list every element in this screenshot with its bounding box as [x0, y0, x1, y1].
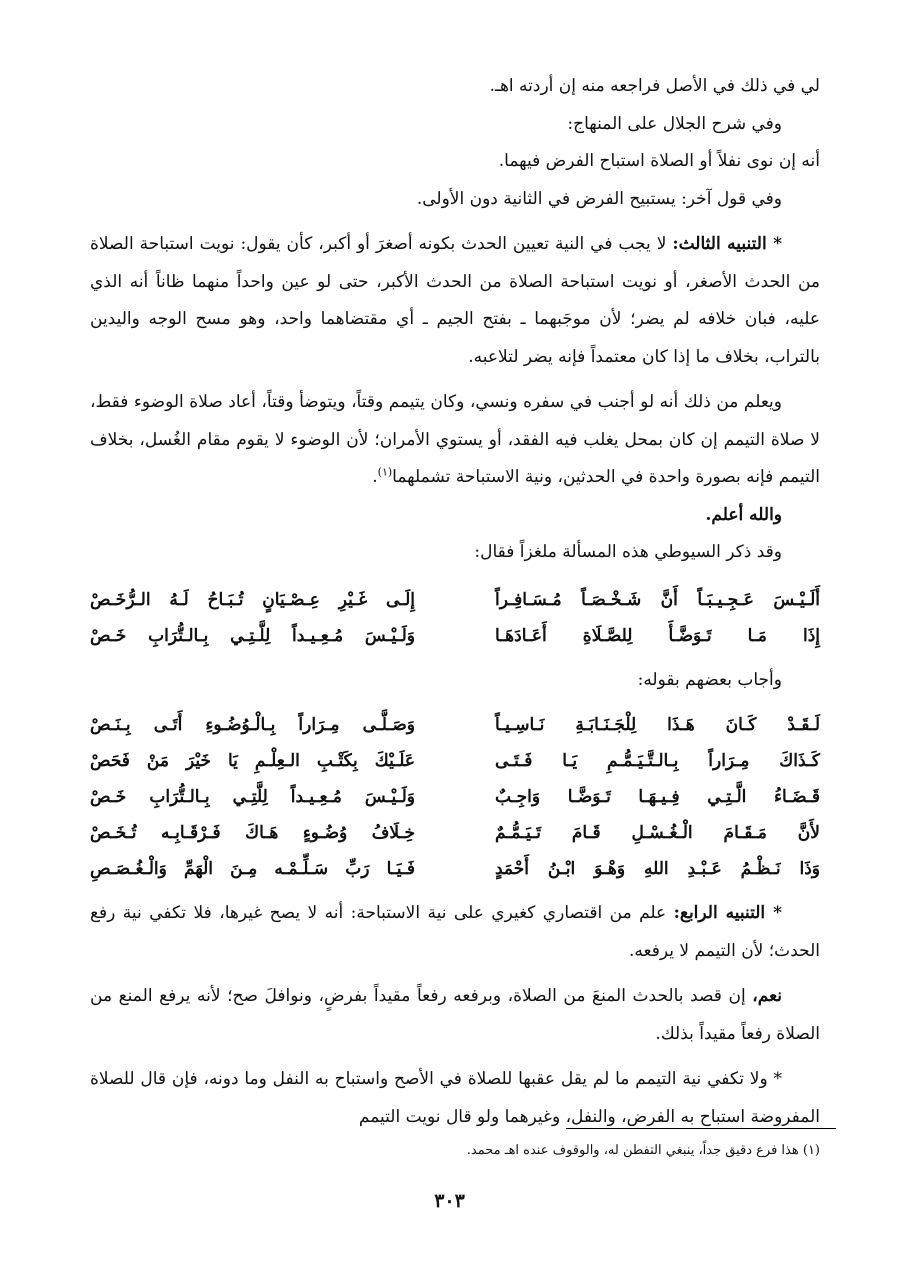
tanbih-fourth-text: علم من اقتصاري كغيري على نية الاستباحة: أنه لا يصح غيرها، فلا تكفي نية رفع الحدث؛ لأن التيمم لا يرفعه. [90, 903, 820, 961]
verse-second-hemistich: وَلَـيْـسَ مُـعِـيـداً لِلَّـتِـي بِـالـتُّرَابِ خَـصْ [90, 625, 415, 646]
paragraph-8-text: وقد ذكر السيوطي هذه المسألة ملغزاً فقال: [474, 542, 782, 562]
tanbih-fourth-label: * التنبيه الرابع: [673, 903, 782, 923]
verse-first-hemistich: إِذَا مَـا تَـوَضَّـأَ لِلصَّـلَاةِ أَعَـادَهَـا [495, 625, 820, 646]
verse-second-hemistich: عَلَـيْكَ بِكَتْـبِ الـعِلْـمِ يَا خَيْرَ مَنْ فَحَصْ [90, 751, 415, 771]
verse-second-hemistich: خِـلَافُ وُضُـوءٍ هَـاكَ فَـرْقَـابِـه تُـخَـصْ [90, 823, 415, 843]
paragraph-6-text: ويعلم من ذلك أنه لو أجنب في سفره ونسي، وكان يتيمم وقتاً، ويتوضأ وقتاً، أعاد صلاة الوضوء فقط، لا صلاة التيمم إن كان بمحل يغلب فيه الفقد، أو يستوي الأمران؛ لأن الوضوء لا يقوم مقام الغُسل، بخلاف التيمم فإنه بصورة واحدة في الحدثين، ونية الاستباحة تشملهما [90, 392, 820, 487]
tanbih-third-text: لا يجب في النية تعيين الحدث بكونه أصغرَ أو أكبر، كأن يقول: نويت استباحة الصلاة من الحدث الأصغر، أو نويت استباحة الصلاة من الحدث الأكبر، حتى لو عين واحداً منهما ظاناً أنه الذي عليه، فبان خلافه لم يضر؛ لأن موجَبهما ـ بفتح الجيم ـ أي مقتضاهما واحد، وهو مسح الوجه واليدين بالتراب، بخلاف ما إذا كان معتمداً فإنه يضر لتلاعبه. [90, 234, 820, 367]
allahu-alam-text: والله أعلم. [705, 504, 782, 525]
paragraph-1 [90, 68, 820, 106]
paragraph-2 [90, 106, 820, 144]
paragraph-3 [90, 143, 820, 181]
verse-first-hemistich: قَـضَـاءُ الَّـتِـي فِـيـهَـا تَـوَضَّـا وَاجِـبٌ [495, 787, 820, 807]
paragraph-naam-text: إن قصد بالحدث المنعَ من الصلاة، وبرفعه رفعاً مقيداً بفرضٍ، ونوافلَ صح؛ لأنه يرفع المنع من الصلاة رفعاً مقيداً بذلك. [90, 986, 820, 1044]
paragraph-6-end: . [372, 467, 378, 487]
tanbih-third [90, 226, 820, 376]
verse-second-hemistich: وَصَـلَّـى مِـرَاراً بِـالْـوُضُـوءِ أَتَـى بِـنَـصْ [90, 715, 415, 735]
poem-verse [90, 582, 820, 618]
poem-verse [90, 815, 820, 851]
poem-verse [90, 851, 820, 887]
paragraph-2-text: وفي شرح الجلال على المنهاج: [567, 113, 782, 134]
poem-answer [90, 707, 820, 887]
paragraph-12 [90, 1061, 820, 1136]
paragraph-4-text: وفي قول آخر: يستبيح الفرض في الثانية دون الأولى. [416, 188, 782, 209]
paragraph-3-text: أنه إن نوى نفلاً أو الصلاة استباح الفرض فيهما. [498, 151, 820, 171]
poem-verse [90, 707, 820, 743]
footnote [90, 1140, 820, 1162]
poem-verse [90, 743, 820, 779]
footnote-divider [566, 1128, 836, 1129]
footnote-text: هذا فرع دقيق جداً، ينبغي التفطن له، والوقوف عنده اهـ محمد. [466, 1143, 799, 1158]
verse-first-hemistich: وَذَا نَـظْـمُ عَـبْـدِ اللهِ وَهْـوَ ابْـنُ أَحْمَدٍ [495, 859, 820, 879]
verse-second-hemistich: إِلَـى غَـيْرِ عِـصْـيَانٍ تُـبَـاحُ لَـهُ الـرُّخَـصْ [90, 589, 415, 610]
allahu-alam-line [90, 497, 820, 535]
verse-second-hemistich: وَلَـيْـسَ مُـعِـيـداً لِلَّتِـي بِـالـتُّرَابِ خَـصْ [90, 787, 415, 807]
verse-first-hemistich: كَـذَاكَ مِـرَاراً بِـالـتَّـيَـمُّـمِ يَـا فَـتَـى [495, 751, 820, 771]
paragraph-8 [90, 534, 820, 572]
verse-second-hemistich: فَـيَـا رَبِّ سَـلِّـمْـه مِـنَ الْهَمِّ وَالْـغُـصَـصِ [90, 859, 415, 879]
verse-first-hemistich: لأَنَّ مَـقَـامَ الْـغُـسْـلِ قَـامَ تَـيَـمُّـمٌ [495, 823, 820, 843]
verse-first-hemistich: لَـقَـدْ كَـانَ هَـذَا لِلْجَـنَـابَـةِ نَـاسِـيـاً [495, 715, 820, 735]
poem-verse [90, 618, 820, 654]
verse-first-hemistich: أَلَـيْـسَ عَـجِـيـبَـاً أَنَّ شَـخْـصَـاً مُـسَـافِـراً [495, 589, 820, 610]
poem-suyuti [90, 582, 820, 654]
paragraph-12-text: * ولا تكفي نية التيمم ما لم يقل عقبها للصلاة في الأصح واستباح به النفل وما دونه، فإن قال للصلاة المفروضة استباح به الفرض، والنفل، وغيرهما ولو قال نويت التيمم [90, 1069, 820, 1127]
paragraph-1-text: لي في ذلك في الأصل فراجعه منه إن أردته اهـ. [489, 76, 820, 96]
tanbih-third-label: * التنبيه الثالث: [672, 234, 782, 254]
paragraph-9 [90, 662, 820, 700]
paragraph-4 [90, 181, 820, 219]
naam-label: نعم، [752, 986, 782, 1006]
footnote-reference: (١) [377, 465, 393, 479]
paragraph-6 [90, 384, 820, 497]
paragraph-naam [90, 978, 820, 1053]
page-number: ٣٠٣ [434, 1190, 465, 1212]
paragraph-9-text: وأجاب بعضهم بقوله: [637, 669, 782, 690]
poem-verse [90, 779, 820, 815]
tanbih-fourth [90, 895, 820, 970]
footnote-number: (١) [802, 1143, 820, 1158]
page-body [90, 68, 820, 1136]
